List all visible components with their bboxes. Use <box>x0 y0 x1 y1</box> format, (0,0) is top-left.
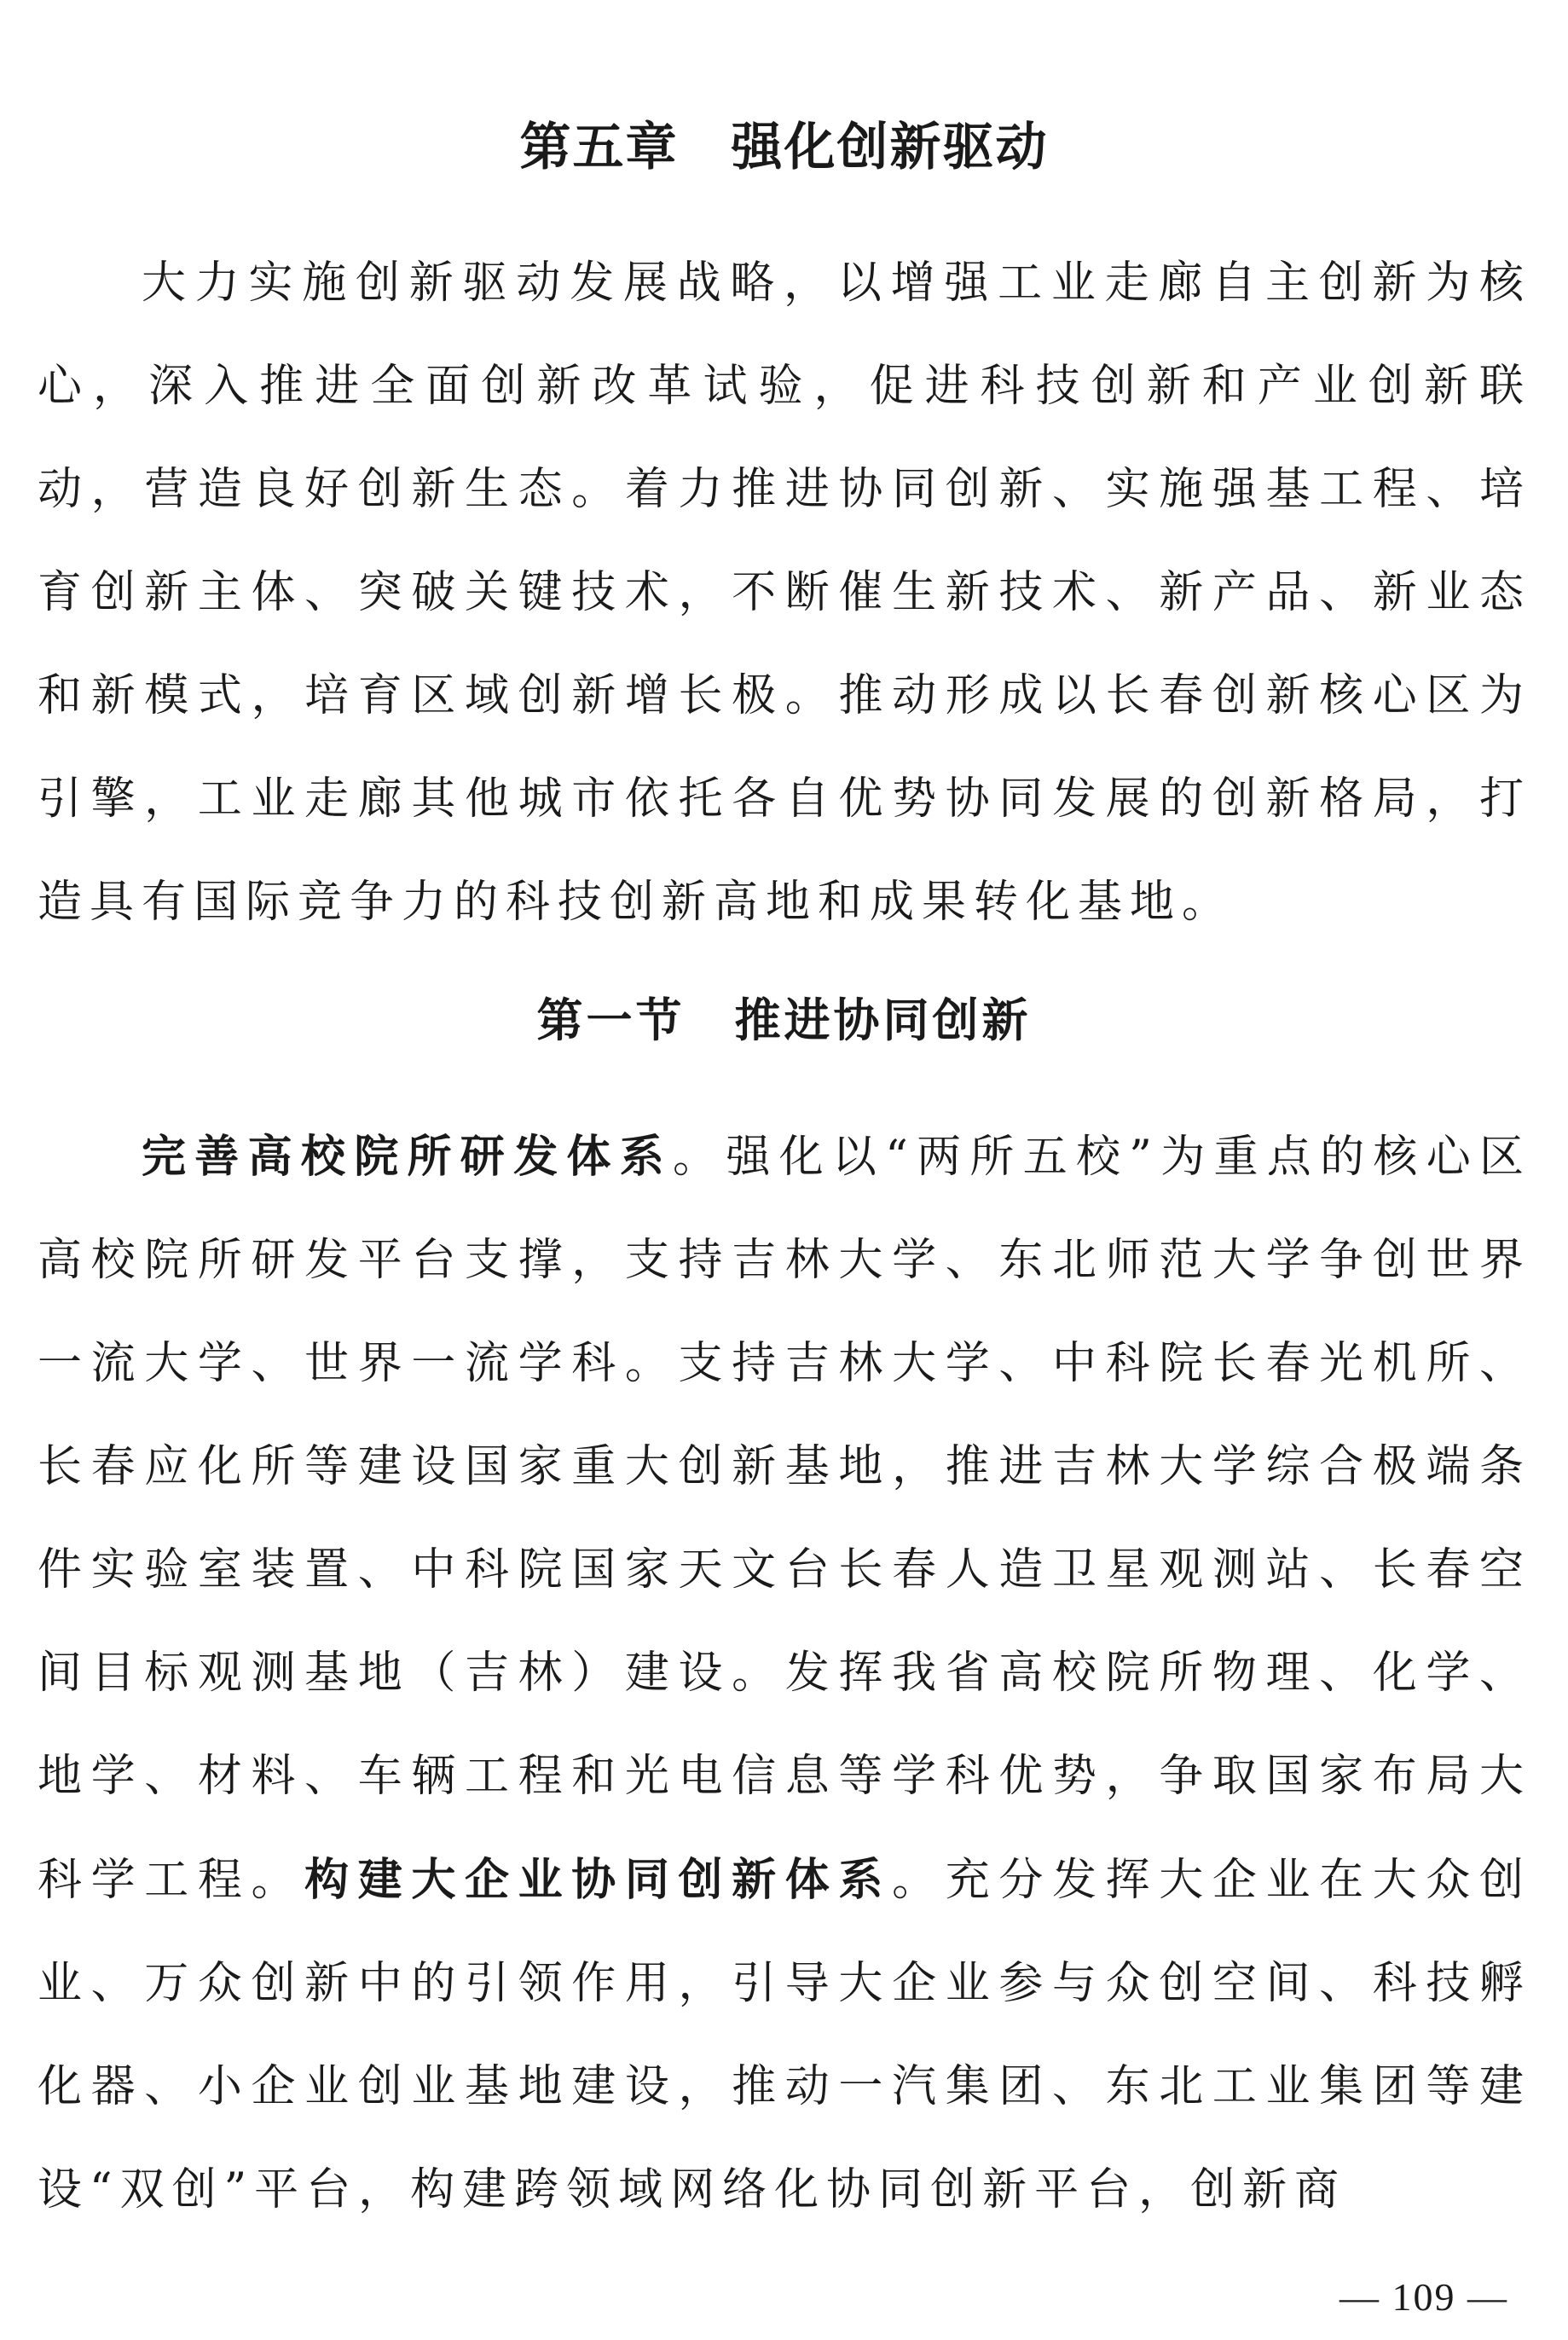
page-number: — 109 — <box>1339 2275 1508 2319</box>
paragraph-text-part-2: 。充分发挥大企业在大众创业、万众创新中的引领作用，引导大企业参与众创空间、科技孵化器、小企业创业基地建设，推动一汽集团、东北工业集团等建设“双创”平台，构建跨领域网络化协同创新平台，创新商 <box>38 1855 1531 2215</box>
paragraph-text-part-1: 。强化以“两所五校”为重点的核心区高校院所研发平台支撑，支持吉林大学、东北师范大学争创世界一流大学、世界一流学科。支持吉林大学、中科院长春光机所、长春应化所等建设国家重大创新基地，推进吉林大学综合极端条件实验室装置、中科院国家天文台长春人造卫星观测站、长春空间目标观测基地（吉林）建设。发挥我省高校院所物理、化学、地学、材料、车辆工程和光电信息等学科优势，争取国家布局大科学工程。 <box>38 1132 1531 1906</box>
chapter-title: 第五章 强化创新驱动 <box>519 118 1049 177</box>
section-title: 第一节 推进协同创新 <box>536 993 1032 1047</box>
bold-mid-phrase: 构建大企业协同创新体系 <box>304 1854 893 1906</box>
bold-lead-phrase: 完善高校院所研发体系 <box>142 1131 674 1183</box>
section-paragraph <box>38 1105 1531 2242</box>
intro-paragraph: 大力实施创新驱动发展战略，以增强工业走廊自主创新为核心，深入推进全面创新改革试验，促进科技创新和产业创新联动，营造良好创新生态。着力推进协同创新、实施强基工程、培育创新主体、突破关键技术，不断催生新技术、新产品、新业态和新模式，培育区域创新增长极。推动形成以长春创新核心区为引擎，工业走廊其他城市依托各自优势协同发展的创新格局，打造具有国际竞争力的科技创新高地和成果转化基地。 <box>38 258 1531 928</box>
